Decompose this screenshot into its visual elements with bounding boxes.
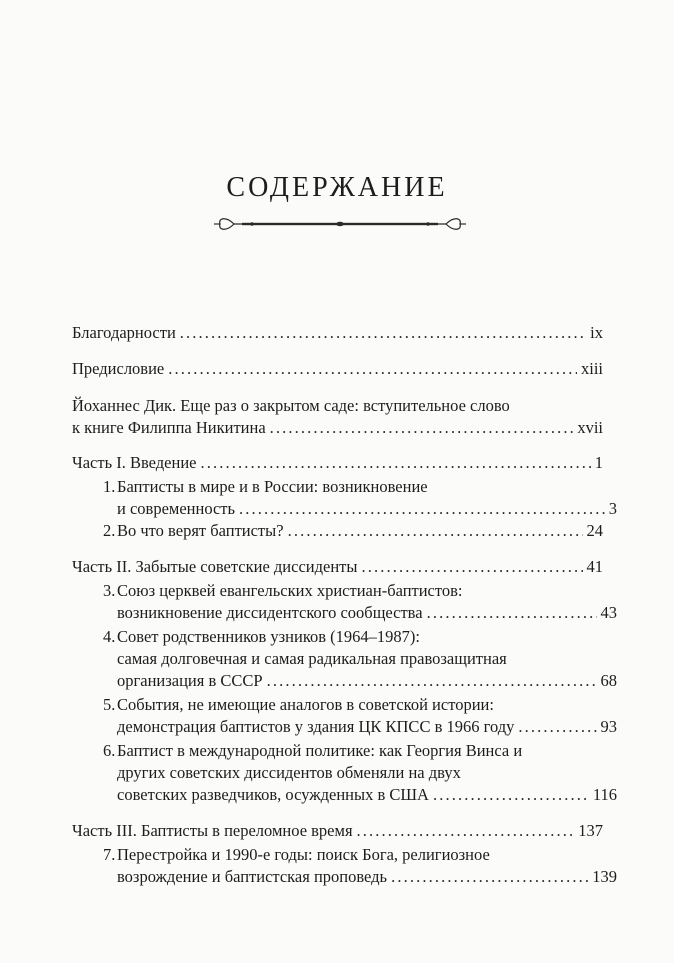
toc-entry-title: Предисловие <box>72 359 165 378</box>
toc-page-number: 93 <box>600 717 617 736</box>
toc-entry-title: Часть III. Баптисты в переломное время <box>72 821 353 840</box>
chapter-number: 4. <box>103 627 116 646</box>
toc-entry-title: Часть I. Введение <box>72 453 197 472</box>
toc-entry-chapter-4[interactable] <box>103 626 617 692</box>
toc-entry-line: возникновение диссидентского сообщества <box>117 603 423 622</box>
toc-entry-chapter-1[interactable] <box>103 476 617 520</box>
toc-entry-line: Перестройка и 1990-е годы: поиск Бога, религиозное <box>117 845 490 864</box>
toc-entry-chapter-2[interactable] <box>103 520 603 542</box>
toc-page-number: 3 <box>608 499 617 518</box>
toc-entry-chapter-7[interactable] <box>103 844 617 888</box>
toc-page-number: 41 <box>586 557 603 576</box>
toc-entry-line: советских разведчиков, осужденных в США <box>117 785 429 804</box>
toc-entry-part-3[interactable] <box>72 820 603 842</box>
toc-entry-line: возрождение и баптистская проповедь <box>117 867 388 886</box>
toc-page-number: ix <box>590 323 603 342</box>
chapter-number: 6. <box>103 741 116 760</box>
toc-entry-line: Совет родственников узников (1964–1987): <box>117 627 421 646</box>
toc-entry-line: Баптист в международной политике: как Георгия Винса и <box>117 741 523 760</box>
toc-page-number: 68 <box>600 671 617 690</box>
dot-leader <box>239 498 605 520</box>
chapter-number: 3. <box>103 581 116 600</box>
toc-entry-part-2[interactable] <box>72 556 603 578</box>
toc-entry-line: и современность <box>117 499 236 518</box>
toc-entry-line: Союз церквей евангельских христиан-баптистов: <box>117 581 463 600</box>
chapter-number: 5. <box>103 695 116 714</box>
toc-entry-title: Благодарности <box>72 323 176 342</box>
chapter-number: 2. <box>103 521 116 540</box>
toc-page-number: 1 <box>594 453 603 472</box>
toc-entry-chapter-6[interactable] <box>103 740 617 806</box>
page-title: СОДЕРЖАНИЕ <box>226 172 448 203</box>
dot-leader <box>357 820 575 842</box>
dot-leader <box>391 866 588 888</box>
toc-entry-line: Йоханнес Дик. Еще раз о закрытом саде: вступительное слово <box>72 396 510 415</box>
dot-leader <box>427 602 597 624</box>
toc-entry-part-1[interactable] <box>72 452 603 474</box>
dot-leader <box>267 670 597 692</box>
toc-entry-title: Часть II. Забытые советские диссиденты <box>72 557 358 576</box>
decorative-divider-icon <box>212 212 468 236</box>
dot-leader <box>433 784 589 806</box>
dot-leader <box>270 417 574 439</box>
dot-leader <box>361 556 582 578</box>
toc-entry-title: Во что верят баптисты? <box>117 521 284 540</box>
toc-page-number: 43 <box>600 603 617 622</box>
toc-entry-line: самая долговечная и самая радикальная правозащитная <box>117 649 507 668</box>
dot-leader <box>168 358 577 380</box>
toc-entry-line: к книге Филиппа Никитина <box>72 418 266 437</box>
toc-page-number: 116 <box>592 785 617 804</box>
chapter-number: 1. <box>103 477 116 496</box>
toc-entry-line: организация в СССР <box>117 671 263 690</box>
toc-entry-preface[interactable] <box>72 358 603 380</box>
dot-leader <box>200 452 590 474</box>
toc-entry-foreword[interactable] <box>72 395 603 439</box>
toc-entry-chapter-5[interactable] <box>103 694 617 738</box>
dot-leader <box>288 520 583 542</box>
toc-entry-line: События, не имеющие аналогов в советской истории: <box>117 695 494 714</box>
toc-page-number: 137 <box>578 821 603 840</box>
toc-entry-line: Баптисты в мире и в России: возникновение <box>117 477 428 496</box>
chapter-number: 7. <box>103 845 116 864</box>
toc-entry-acknowledgements[interactable] <box>72 322 603 344</box>
dot-leader <box>180 322 586 344</box>
toc-entry-line: других советских диссидентов обменяли на двух <box>117 763 461 782</box>
toc-entry-line: демонстрация баптистов у здания ЦК КПСС в 1966 году <box>117 717 515 736</box>
toc-page-number: 139 <box>592 867 617 886</box>
toc-page-number: xiii <box>580 359 603 378</box>
toc-page-number: 24 <box>586 521 603 540</box>
toc-page-number: xvii <box>577 418 603 437</box>
dot-leader <box>518 716 596 738</box>
toc-entry-chapter-3[interactable] <box>103 580 617 624</box>
